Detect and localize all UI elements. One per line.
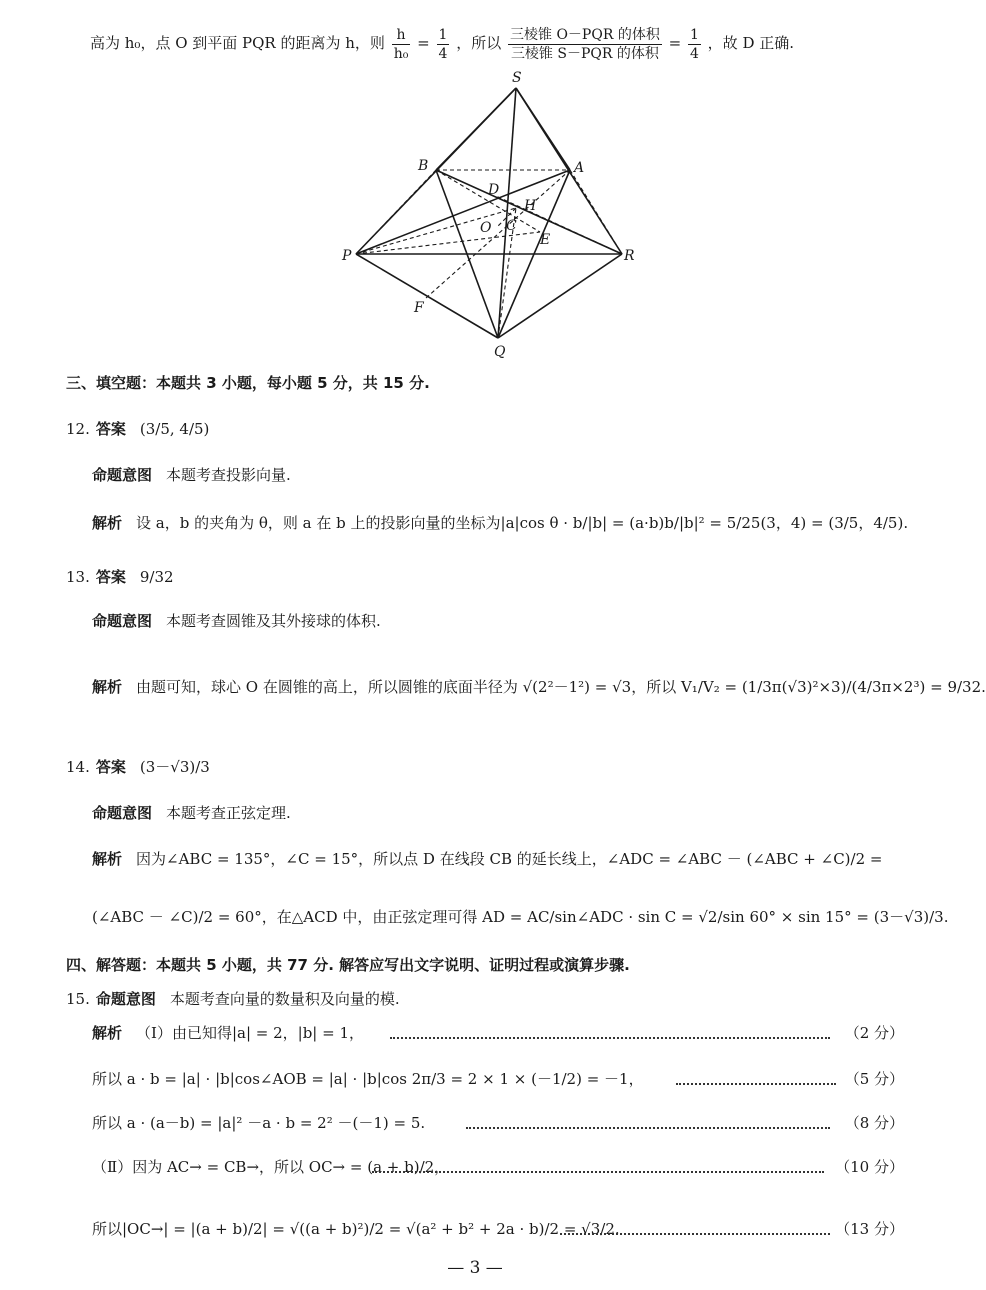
q14-answer-line: 14. 答案 (3－√3)/3	[66, 758, 210, 776]
q12-answer: (3/5, 4/5)	[139, 420, 210, 438]
label-O: O	[480, 220, 492, 236]
leader-dots-1	[390, 1037, 830, 1039]
q15-score-1: （2 分）	[844, 1024, 904, 1042]
q13-answer: 9/32	[139, 568, 174, 586]
q12-solution-line: 解析 设 a，b 的夹角为 θ，则 a 在 b 上的投影向量的坐标为|a|cos θ · b/|b| = (a·b)b/|b|² = 5/25(3，4) = (3/5，4/5).	[92, 514, 909, 532]
label-A: A	[574, 160, 585, 176]
label-Q: Q	[494, 344, 506, 360]
top-line: 高为 h₀，点 O 到平面 PQR 的距离为 h，则 $\frac{h}{\text{h₀}}$ = $\frac{1}{4}$ ，所以 $\frac{\text{三棱锥 O－PQR 的体积}}{\text{三棱锥 S－PQR 的体积}}$ = $\frac{1}{4}$ ，故 D 正确.	[90, 26, 795, 62]
label-S: S	[512, 70, 522, 86]
leader-dots-5	[560, 1233, 830, 1235]
q12-intent-line: 命题意图 本题考查投影向量.	[92, 466, 291, 484]
q13-answer-line: 13. 答案 9/32	[66, 568, 174, 586]
top-line-text: 高为 h₀，点 O 到平面 PQR 的距离为 h，则	[90, 34, 385, 52]
q15-score-5: （13 分）	[835, 1220, 904, 1238]
top-line-tail: ，故 D 正确.	[707, 34, 795, 52]
q14-solution-line-1: 解析 因为∠ABC = 135°，∠C = 15°，所以点 D 在线段 CB 的延长线上，∠ADC = ∠ABC － (∠ABC + ∠C)/2 =	[92, 850, 883, 868]
q14-answer: (3－√3)/3	[139, 758, 210, 776]
q15-score-2: （5 分）	[844, 1070, 904, 1088]
q15-step-1: 解析 （Ⅰ）由已知得|a| = 2，|b| = 1，	[92, 1024, 364, 1042]
label-C: C	[506, 218, 517, 234]
q15-score-3: （8 分）	[844, 1114, 904, 1132]
pyramid-figure	[330, 62, 635, 360]
volume-ratio-fraction: $\frac{\text{三棱锥 O－PQR 的体积}}{\text{三棱锥 S－PQR 的体积}}$	[510, 26, 660, 62]
label-D: D	[488, 182, 500, 198]
quarter-fraction: $\frac{1}{4}$	[438, 26, 448, 62]
label-E: E	[540, 232, 551, 248]
label-H: H	[524, 198, 537, 214]
q15-step-4: （Ⅱ）因为 AC→ = CB→，所以 OC→ = (a + b)/2，	[92, 1158, 450, 1176]
label-R: R	[624, 248, 635, 264]
q13-solution-line: 解析 由题可知，球心 O 在圆锥的高上，所以圆锥的底面半径为 √(2²－1²) = √3，所以 V₁/V₂ = (1/3π(√3)²×3)/(4/3π×2³) = 9/32.	[92, 678, 986, 696]
quarter-fraction-2: $\frac{1}{4}$	[689, 26, 699, 62]
q14-solution-line-2: (∠ABC － ∠C)/2 = 60°，在△ACD 中，由正弦定理可得 AD = AC/sin∠ADC · sin C = √2/sin 60° × sin 15° = (3－√3)/3.	[92, 908, 949, 926]
leader-dots-4	[372, 1171, 824, 1173]
section-4-heading: 四、解答题：本题共 5 小题，共 77 分. 解答应写出文字说明、证明过程或演算步骤.	[66, 956, 630, 974]
q14-intent-line: 命题意图 本题考查正弦定理.	[92, 804, 291, 822]
label-P: P	[342, 248, 352, 264]
q13-intent-line: 命题意图 本题考查圆锥及其外接球的体积.	[92, 612, 381, 630]
q15-step-5: 所以|OC→| = |(a + b)/2| = √((a + b)²)/2 = √(a² + b² + 2a · b)/2 = √3/2.	[92, 1220, 620, 1238]
q15-score-4: （10 分）	[835, 1158, 904, 1176]
solid-edges	[356, 88, 622, 338]
section-3-heading: 三、填空题：本题共 3 小题，每小题 5 分，共 15 分.	[66, 374, 430, 392]
leader-dots-2	[676, 1083, 836, 1085]
label-F: F	[414, 300, 424, 316]
label-B: B	[418, 158, 429, 174]
q12-answer-line: 12. 答案 (3/5, 4/5)	[66, 420, 210, 438]
h-ratio-fraction: $\frac{h}{\text{h₀}}$	[393, 26, 409, 62]
leader-dots-3	[466, 1127, 830, 1129]
q15-step-2: 所以 a · b = |a| · |b|cos∠AOB = |a| · |b|cos 2π/3 = 2 × 1 × (－1/2) = －1，	[92, 1070, 644, 1088]
page-number: — 3 —	[447, 1258, 503, 1278]
q15-step-3: 所以 a · (a－b) = |a|² －a · b = 2² －(－1) = 5.	[92, 1114, 426, 1132]
q15-intent-line: 15. 命题意图 本题考查向量的数量积及向量的模.	[66, 990, 400, 1008]
